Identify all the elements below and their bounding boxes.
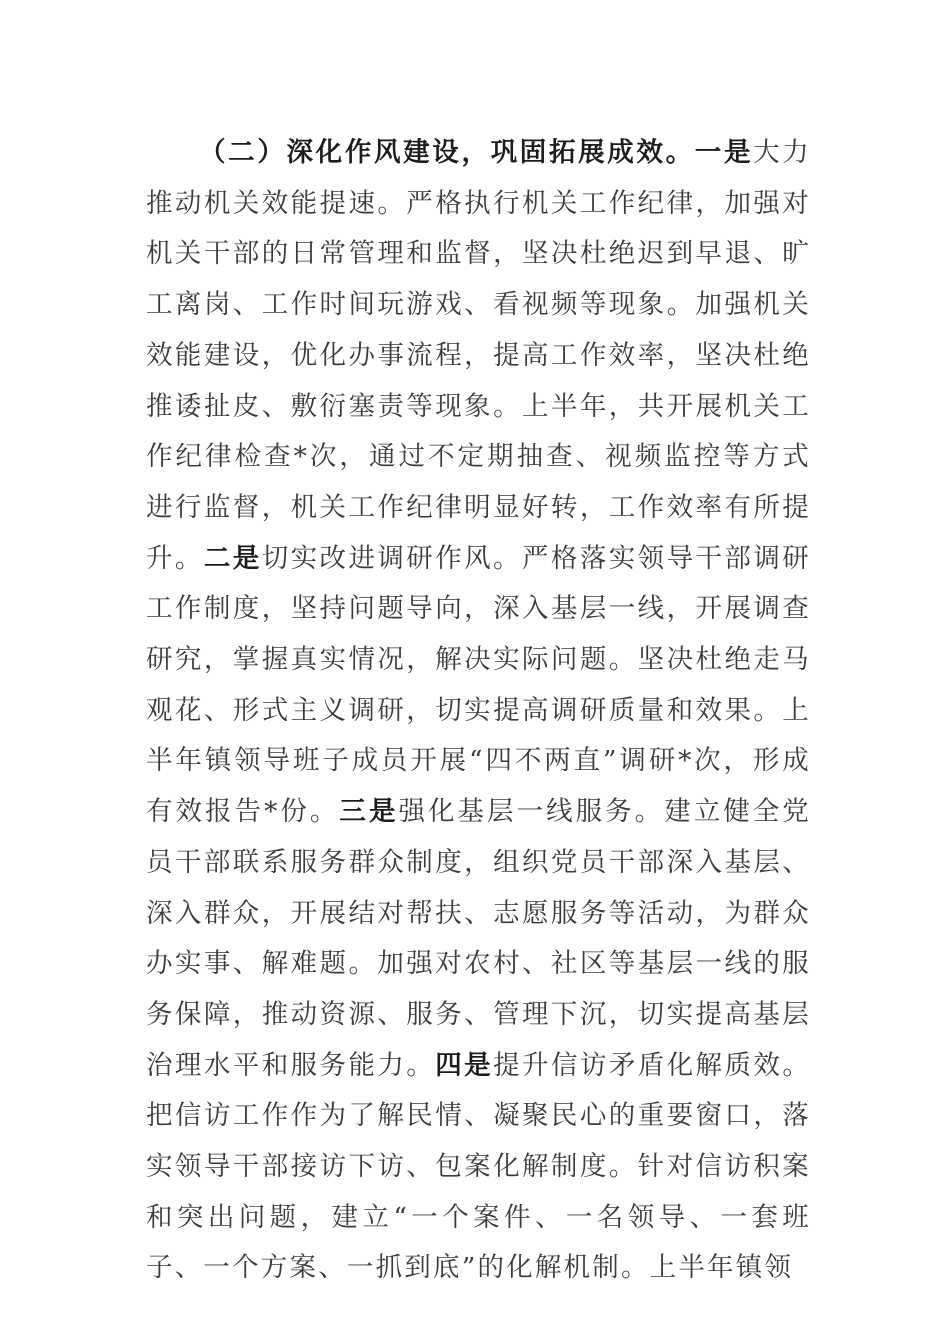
item-text-3: 强化基层一线服务。建立健全党员干部联系服务群众制度，组织党员干部深入基层、深入群众，开展结对帮扶、志愿服务等活动，为群众办实事、解难题。加强对农村、社区等基层一线的服务保障，推动资源、服务、管理下沉，切实提高基层治理水平和服务能力。: [146, 796, 811, 1081]
item-text-4: 提升信访矛盾化解质效。把信访工作作为了解民情、凝聚民心的重要窗口，落实领导干部接访下访、包案化解制度。针对信访积案和突出问题，建立“一个案件、一名领导、一套班子、一个方案、一抓到底”的化解机制。上半年镇领: [146, 1049, 812, 1284]
item-marker-1: 一是: [694, 137, 754, 168]
document-body: [146, 128, 811, 1294]
item-marker-2: 二是: [203, 542, 262, 574]
paragraph-work-style: [146, 128, 811, 1294]
item-marker-4: 四是: [435, 1049, 494, 1081]
item-text-1: 大力推动机关效能提速。严格执行机关工作纪律，加强对机关干部的日常管理和监督，坚决杜绝迟到早退、旷工离岗、工作时间玩游戏、看视频等现象。加强机关效能建设，优化办事流程，提高工作效率，坚决杜绝推诿扯皮、敷衍塞责等现象。上半年，共开展机关工作纪律检查*次，通过不定期抽查、视频监控等方式进行监督，机关工作纪律明显好转，工作效率有所提升。: [146, 137, 811, 574]
item-marker-3: 三是: [339, 796, 399, 828]
section-heading: （二）深化作风建设，巩固拓展成效。: [199, 137, 695, 168]
item-text-2: 切实改进调研作风。严格落实领导干部调研工作制度，坚持问题导向，深入基层一线，开展调查研究，掌握真实情况，解决实际问题。坚决杜绝走马观花、形式主义调研，切实提高调研质量和效果。上半年镇领导班子成员开展“四不两直”调研*次，形成有效报告*份。: [146, 542, 811, 828]
